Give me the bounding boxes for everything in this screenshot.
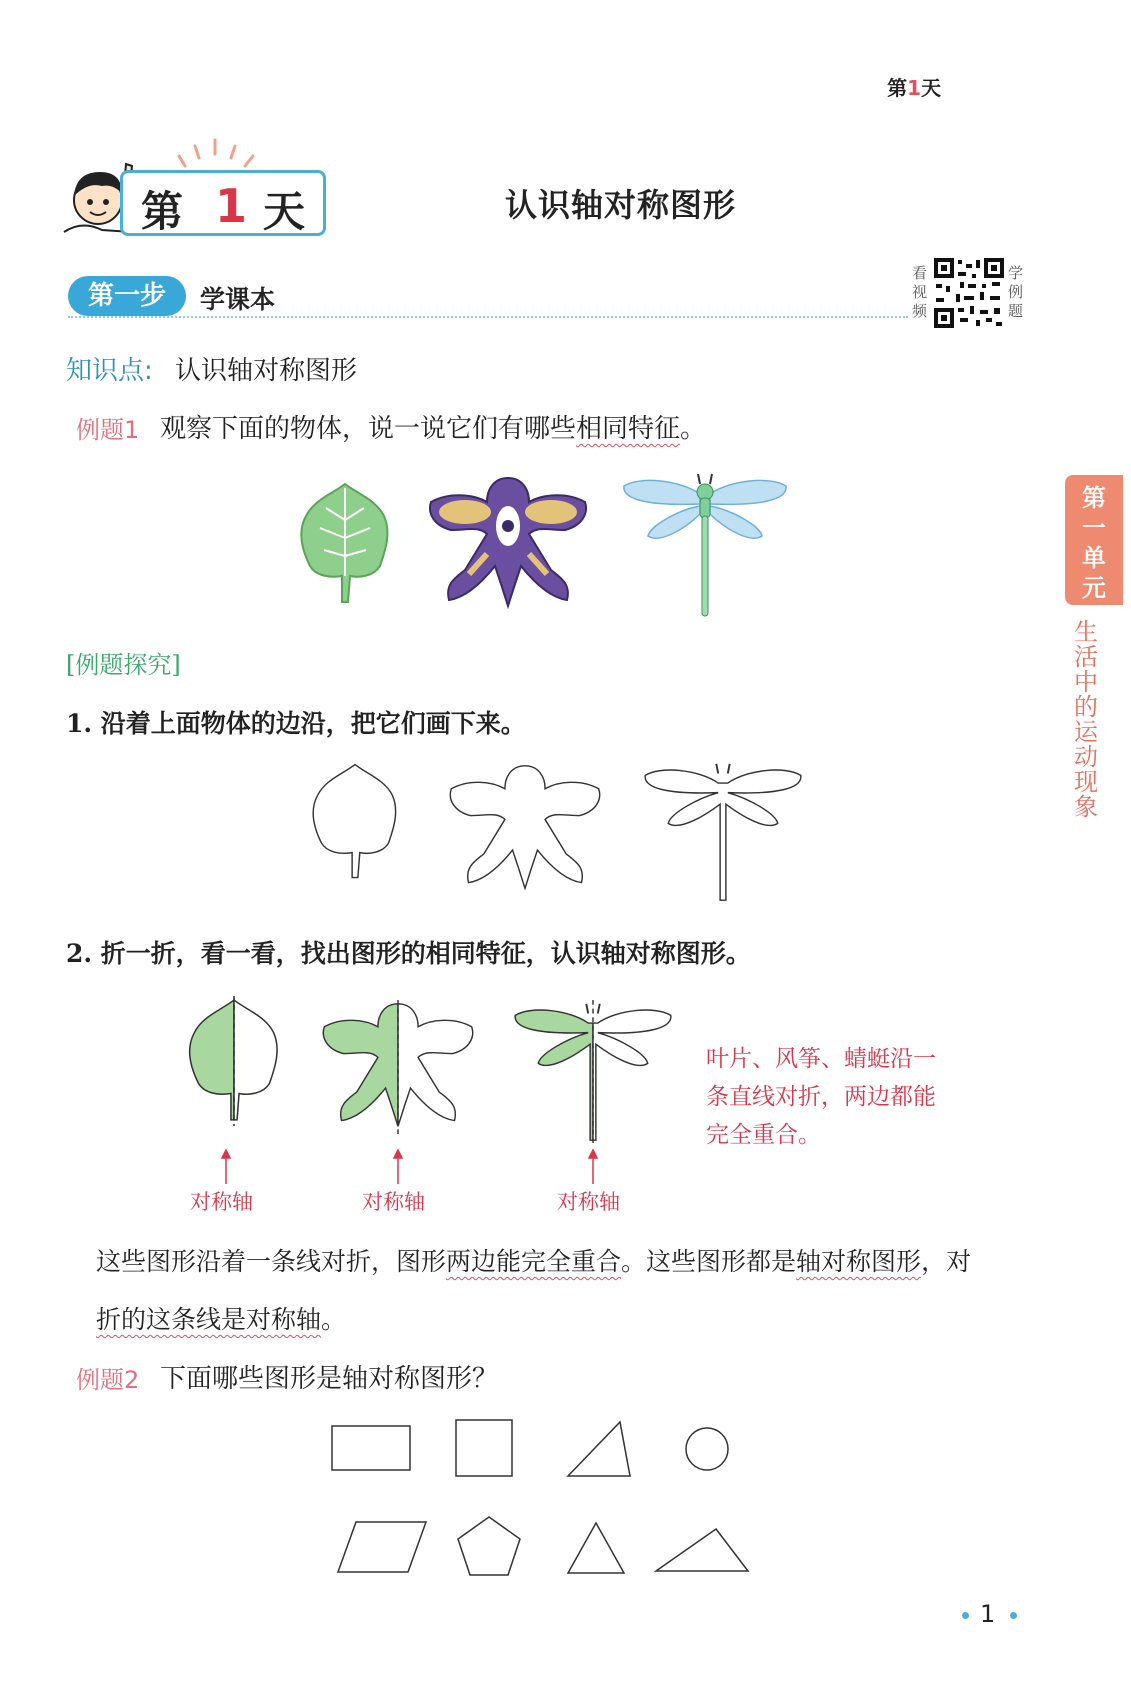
rectangle-shape xyxy=(330,1424,414,1474)
dragonfly-outline xyxy=(640,760,806,904)
page-dot-right xyxy=(1010,1612,1017,1619)
kite-folded xyxy=(318,1000,478,1134)
unit-tab[interactable] xyxy=(1065,475,1123,605)
unit-tab-label: 第一单元 xyxy=(1082,484,1106,602)
question-1: 1. 沿着上面物体的边沿，把它们画下来。 xyxy=(66,709,526,738)
pentagon-shape xyxy=(454,1514,524,1578)
square-shape xyxy=(454,1418,516,1480)
fold-note: 叶片、风筝、蜻蜓沿一条直线对折，两边都能完全重合。 xyxy=(706,1046,936,1148)
example2-question: 下面哪些图形是轴对称图形？ xyxy=(160,1364,499,1394)
dragonfly-icon xyxy=(620,470,790,620)
chapter-label: 生活中的运动现象 xyxy=(1074,618,1098,821)
obtuse-triangle-shape xyxy=(652,1526,752,1574)
axis-label-dragonfly: 对称轴 xyxy=(557,1190,620,1214)
example1-question: 观察下面的物体，说一说它们有哪些相同特征。 xyxy=(160,414,707,444)
qr-left-label: 看视频 xyxy=(912,264,928,320)
isosceles-triangle-shape xyxy=(564,1520,628,1576)
axis-label-leaf: 对称轴 xyxy=(190,1190,253,1214)
qr-code-icon[interactable] xyxy=(932,256,1006,330)
leaf-outline xyxy=(310,760,400,884)
knowledge-label: 知识点: xyxy=(66,356,153,386)
page-number: 1 xyxy=(980,1600,996,1628)
dragonfly-folded xyxy=(510,1000,676,1144)
swallow-kite-icon xyxy=(425,474,591,614)
right-triangle-shape xyxy=(564,1418,636,1480)
leaf-icon xyxy=(298,480,392,608)
example2-label: 例题2 xyxy=(76,1366,140,1394)
conclusion-line-2: 折的这条线是对称轴。 xyxy=(96,1305,347,1334)
step-divider xyxy=(68,316,908,318)
parallelogram-shape xyxy=(336,1520,428,1574)
step-name: 学课本 xyxy=(200,285,276,314)
sun-rays-icon xyxy=(175,130,265,170)
circle-shape xyxy=(682,1424,732,1474)
knowledge-text: 认识轴对称图形 xyxy=(175,356,358,386)
axis-label-kite: 对称轴 xyxy=(362,1190,425,1214)
page-dot-left xyxy=(962,1612,969,1619)
leaf-folded xyxy=(186,996,282,1126)
axis-arrows xyxy=(0,1148,700,1188)
day-title-box: 第 1 天 xyxy=(120,170,326,236)
example1-label: 例题1 xyxy=(76,416,140,444)
lesson-title: 认识轴对称图形 xyxy=(505,186,737,224)
qr-right-label: 学例题 xyxy=(1008,264,1024,320)
question-2: 2. 折一折，看一看，找出图形的相同特征，认识轴对称图形。 xyxy=(66,939,751,968)
explore-label: [例题探究] xyxy=(66,651,181,679)
day-tag: 第1天 xyxy=(887,76,941,100)
kite-outline xyxy=(445,762,605,896)
conclusion-line-1: 这些图形沿着一条线对折，图形两边能完全重合。这些图形都是轴对称图形，对 xyxy=(96,1247,972,1276)
step-pill: 第一步 xyxy=(68,276,186,316)
